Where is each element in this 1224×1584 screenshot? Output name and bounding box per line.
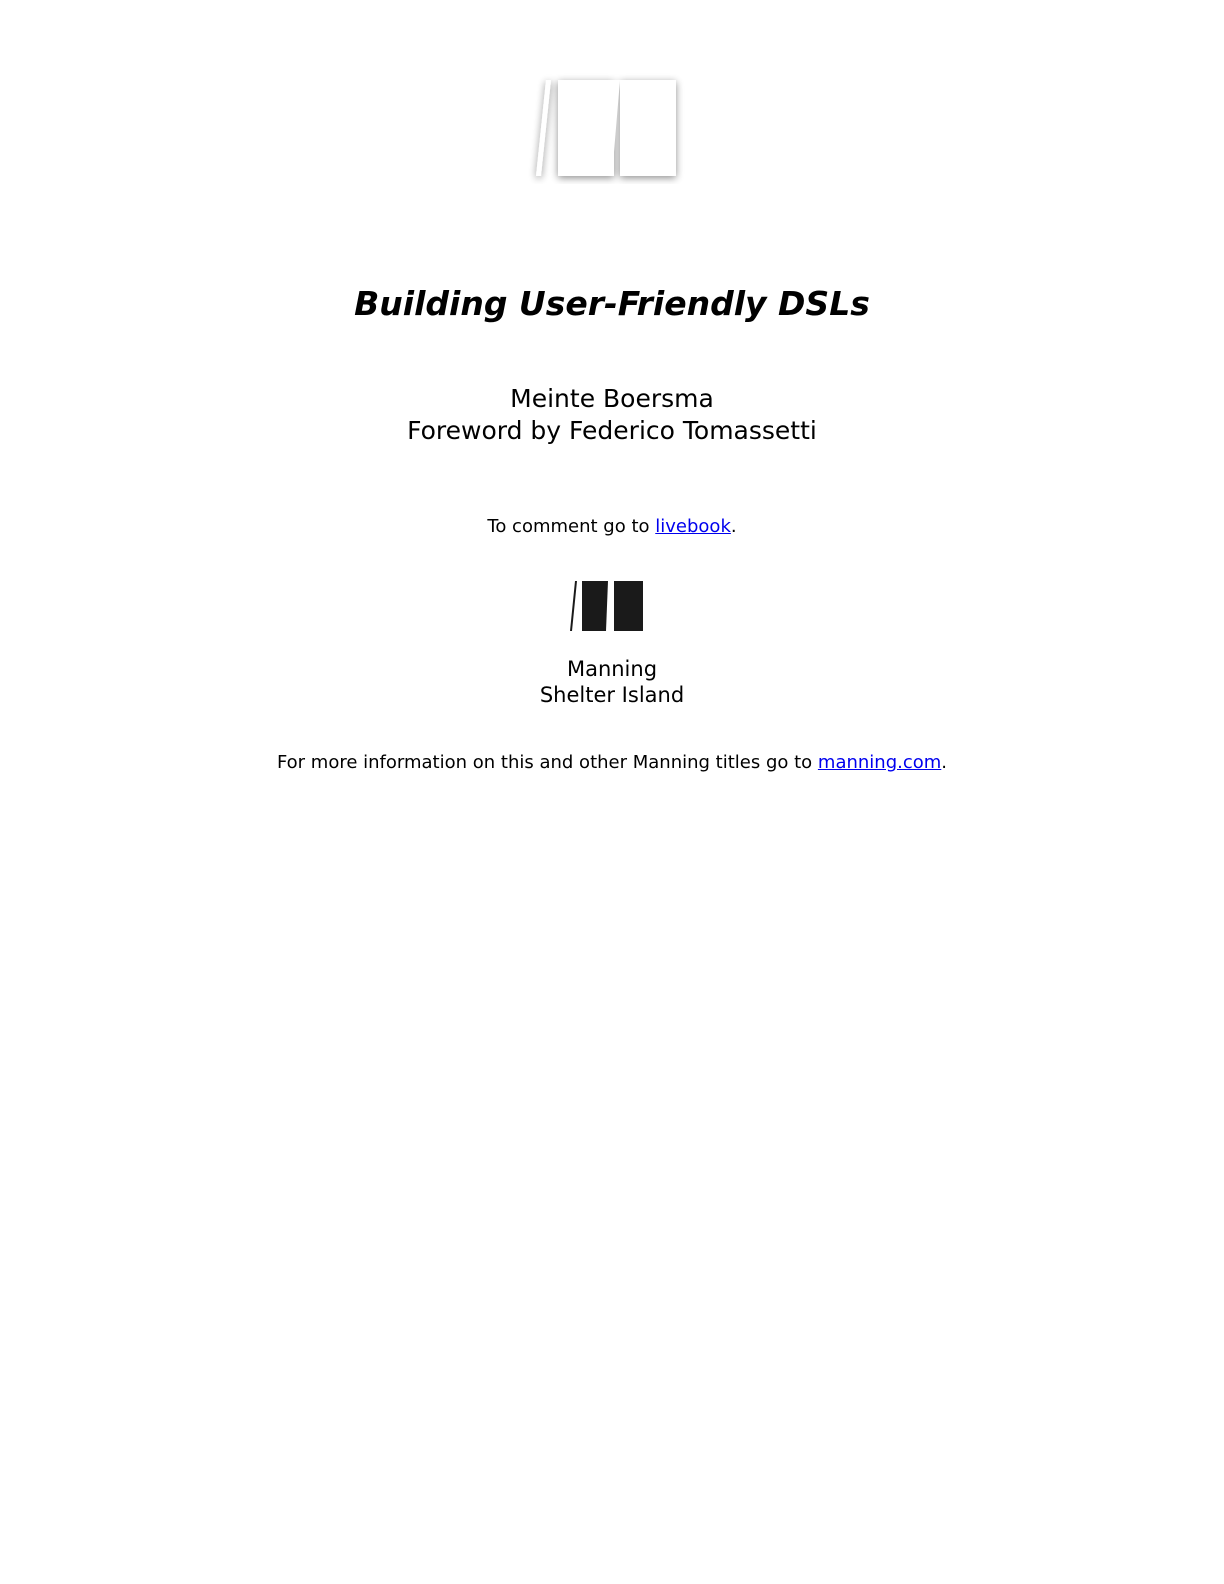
publisher-name: Manning (566, 657, 658, 681)
livebook-link[interactable]: livebook (655, 516, 731, 537)
info-line (0, 751, 1224, 775)
info-prefix: For more information on this and other Manning titles go to (276, 752, 818, 773)
comment-prefix: To comment go to (487, 516, 656, 537)
publisher-location: Shelter Island (539, 683, 685, 707)
book-title: Building User-Friendly DSLs (354, 284, 870, 323)
author-name: Meinte Boersma (510, 384, 714, 413)
publisher-block (0, 656, 1224, 708)
foreword-credit: Foreword by Federico Tomassetti (407, 416, 817, 445)
manning-logo-small-icon (568, 579, 646, 633)
manning-logo-large-icon (528, 72, 688, 184)
author-block (0, 383, 1224, 447)
info-suffix: . (941, 752, 948, 773)
manning-link[interactable]: manning.com (817, 752, 942, 773)
comment-line (0, 515, 1224, 539)
comment-suffix: . (730, 516, 737, 537)
